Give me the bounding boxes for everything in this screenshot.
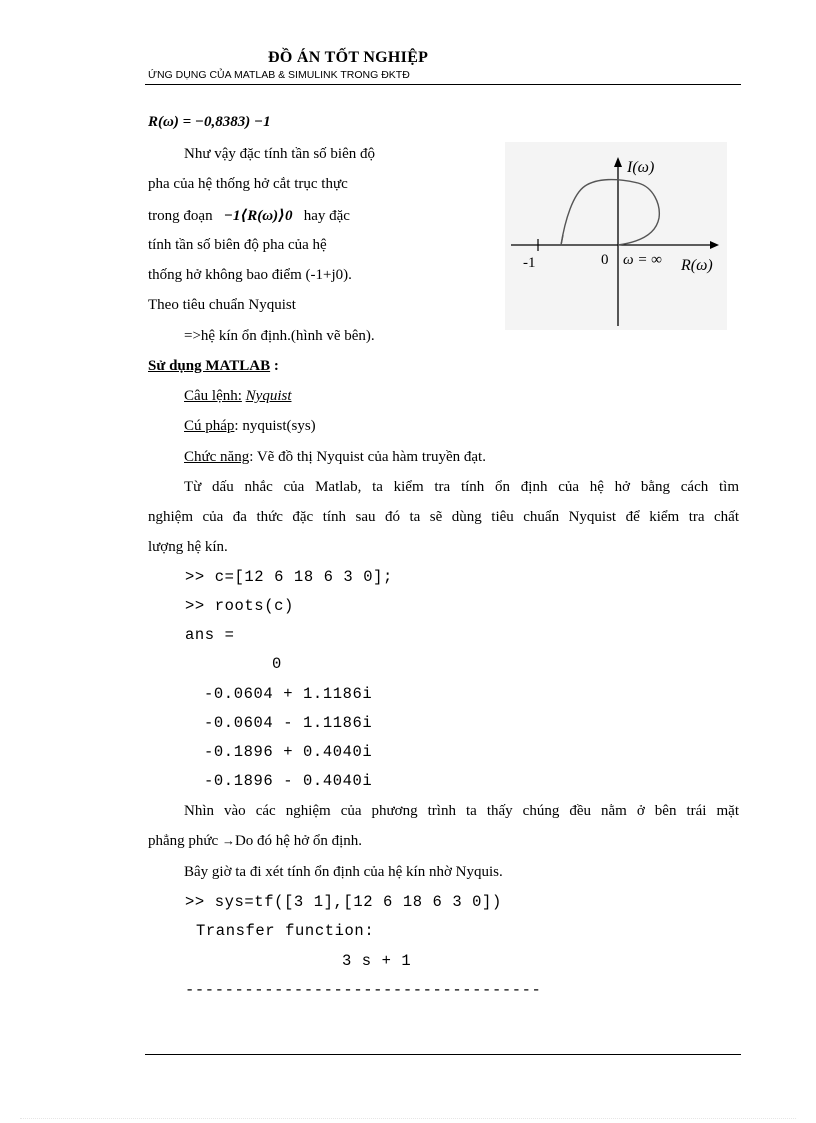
- code-line-fraction-bar: ------------------------------------: [185, 981, 542, 999]
- header-rule: [145, 84, 741, 85]
- para1-line-3: lượng hệ kín.: [148, 539, 228, 555]
- intro-line-6: Theo tiêu chuẩn Nyquist: [148, 297, 296, 313]
- function-label: Chức năng: [184, 449, 250, 465]
- code-line-c-assign: >> c=[12 6 18 6 3 0];: [185, 568, 393, 586]
- intro-line-1: Như vậy đặc tính tần số biên độ: [184, 146, 376, 162]
- root-value: -0.0604 + 1.1186i: [204, 685, 373, 703]
- intro-line-5: thống hở không bao điểm (-1+j0).: [148, 267, 352, 283]
- intro-line-2: pha của hệ thống hở cắt trục thực: [148, 176, 348, 192]
- page-edge: [20, 1118, 796, 1119]
- code-line-roots: >> roots(c): [185, 597, 294, 615]
- intro-line-7: =>hệ kín ổn định.(hình vẽ bên).: [184, 328, 375, 344]
- para1-line-2: nghiệm của đa thức đặc tính sau đó ta sẽ dùng tiêu chuẩn Nyquist để kiểm tra chất: [148, 509, 739, 525]
- omega-infinity-label: ω = ∞: [623, 252, 662, 268]
- para2-line-2-pre: phẳng phức: [148, 833, 219, 849]
- syntax-value: : nyquist(sys): [234, 418, 316, 434]
- intro-line-3-pre: trong đoạn: [148, 208, 213, 224]
- para2-line-2-post: Do đó hệ hở ổn định.: [234, 833, 363, 849]
- root-value: -0.1896 + 0.4040i: [204, 743, 373, 761]
- code-line-transfer: Transfer function:: [196, 922, 375, 940]
- document-subtitle: ỨNG DỤNG CỦA MATLAB & SIMULINK TRONG ĐKTĐ: [148, 69, 410, 81]
- command-label: Câu lệnh:: [184, 388, 242, 404]
- nyquist-figure: [505, 142, 727, 330]
- footer-rule: [145, 1054, 741, 1055]
- para2-line-3: Bây giờ ta đi xét tính ổn định của hệ kín nhờ Nyquis.: [184, 864, 503, 880]
- syntax-label: Cú pháp: [184, 418, 235, 434]
- para2-line-1: Nhìn vào các nghiệm của phương trình ta thấy chúng đều nằm ở bên trái mặt: [184, 803, 739, 819]
- intro-inline-formula: −1⟨R(ω)⟩0: [223, 208, 293, 224]
- figure-background: [505, 142, 727, 330]
- command-value: Nyquist: [245, 388, 292, 404]
- matlab-heading-colon: :: [270, 358, 279, 374]
- intro-line-4: tính tần số biên độ pha của hệ: [148, 237, 327, 253]
- real-axis-label: R(ω): [681, 257, 713, 274]
- tick-label-minus-one: -1: [523, 255, 536, 271]
- root-value: -0.0604 - 1.1186i: [204, 714, 373, 732]
- root-value: -0.1896 - 0.4040i: [204, 772, 373, 790]
- code-line-numerator: 3 s + 1: [342, 952, 412, 970]
- matlab-heading-text: Sử dụng MATLAB: [148, 358, 271, 374]
- formula-real-part: R(ω) = −0,8383) −1: [148, 114, 271, 130]
- code-line-ans: ans =: [185, 626, 235, 644]
- para1-line-1: Từ dấu nhắc của Matlab, ta kiểm tra tính ổn định của hệ hở bằng cách tìm: [184, 479, 739, 495]
- command-line: [184, 388, 292, 405]
- code-line-sys: >> sys=tf([3 1],[12 6 18 6 3 0]): [185, 893, 502, 911]
- document-title: ĐỒ ÁN TỐT NGHIỆP: [268, 49, 429, 66]
- para2-line-2: [148, 833, 362, 850]
- arrow-icon: →: [221, 833, 235, 848]
- function-line: [184, 449, 486, 466]
- intro-line-3-post: hay đặc: [303, 208, 350, 224]
- origin-label: 0: [601, 252, 609, 268]
- matlab-heading: [148, 358, 279, 375]
- imag-axis-label: I(ω): [627, 159, 655, 176]
- intro-line-3: [148, 206, 350, 225]
- syntax-line: [184, 418, 316, 435]
- function-value: : Vẽ đồ thị Nyquist của hàm truyền đạt.: [249, 449, 486, 465]
- root-value: 0: [272, 655, 282, 673]
